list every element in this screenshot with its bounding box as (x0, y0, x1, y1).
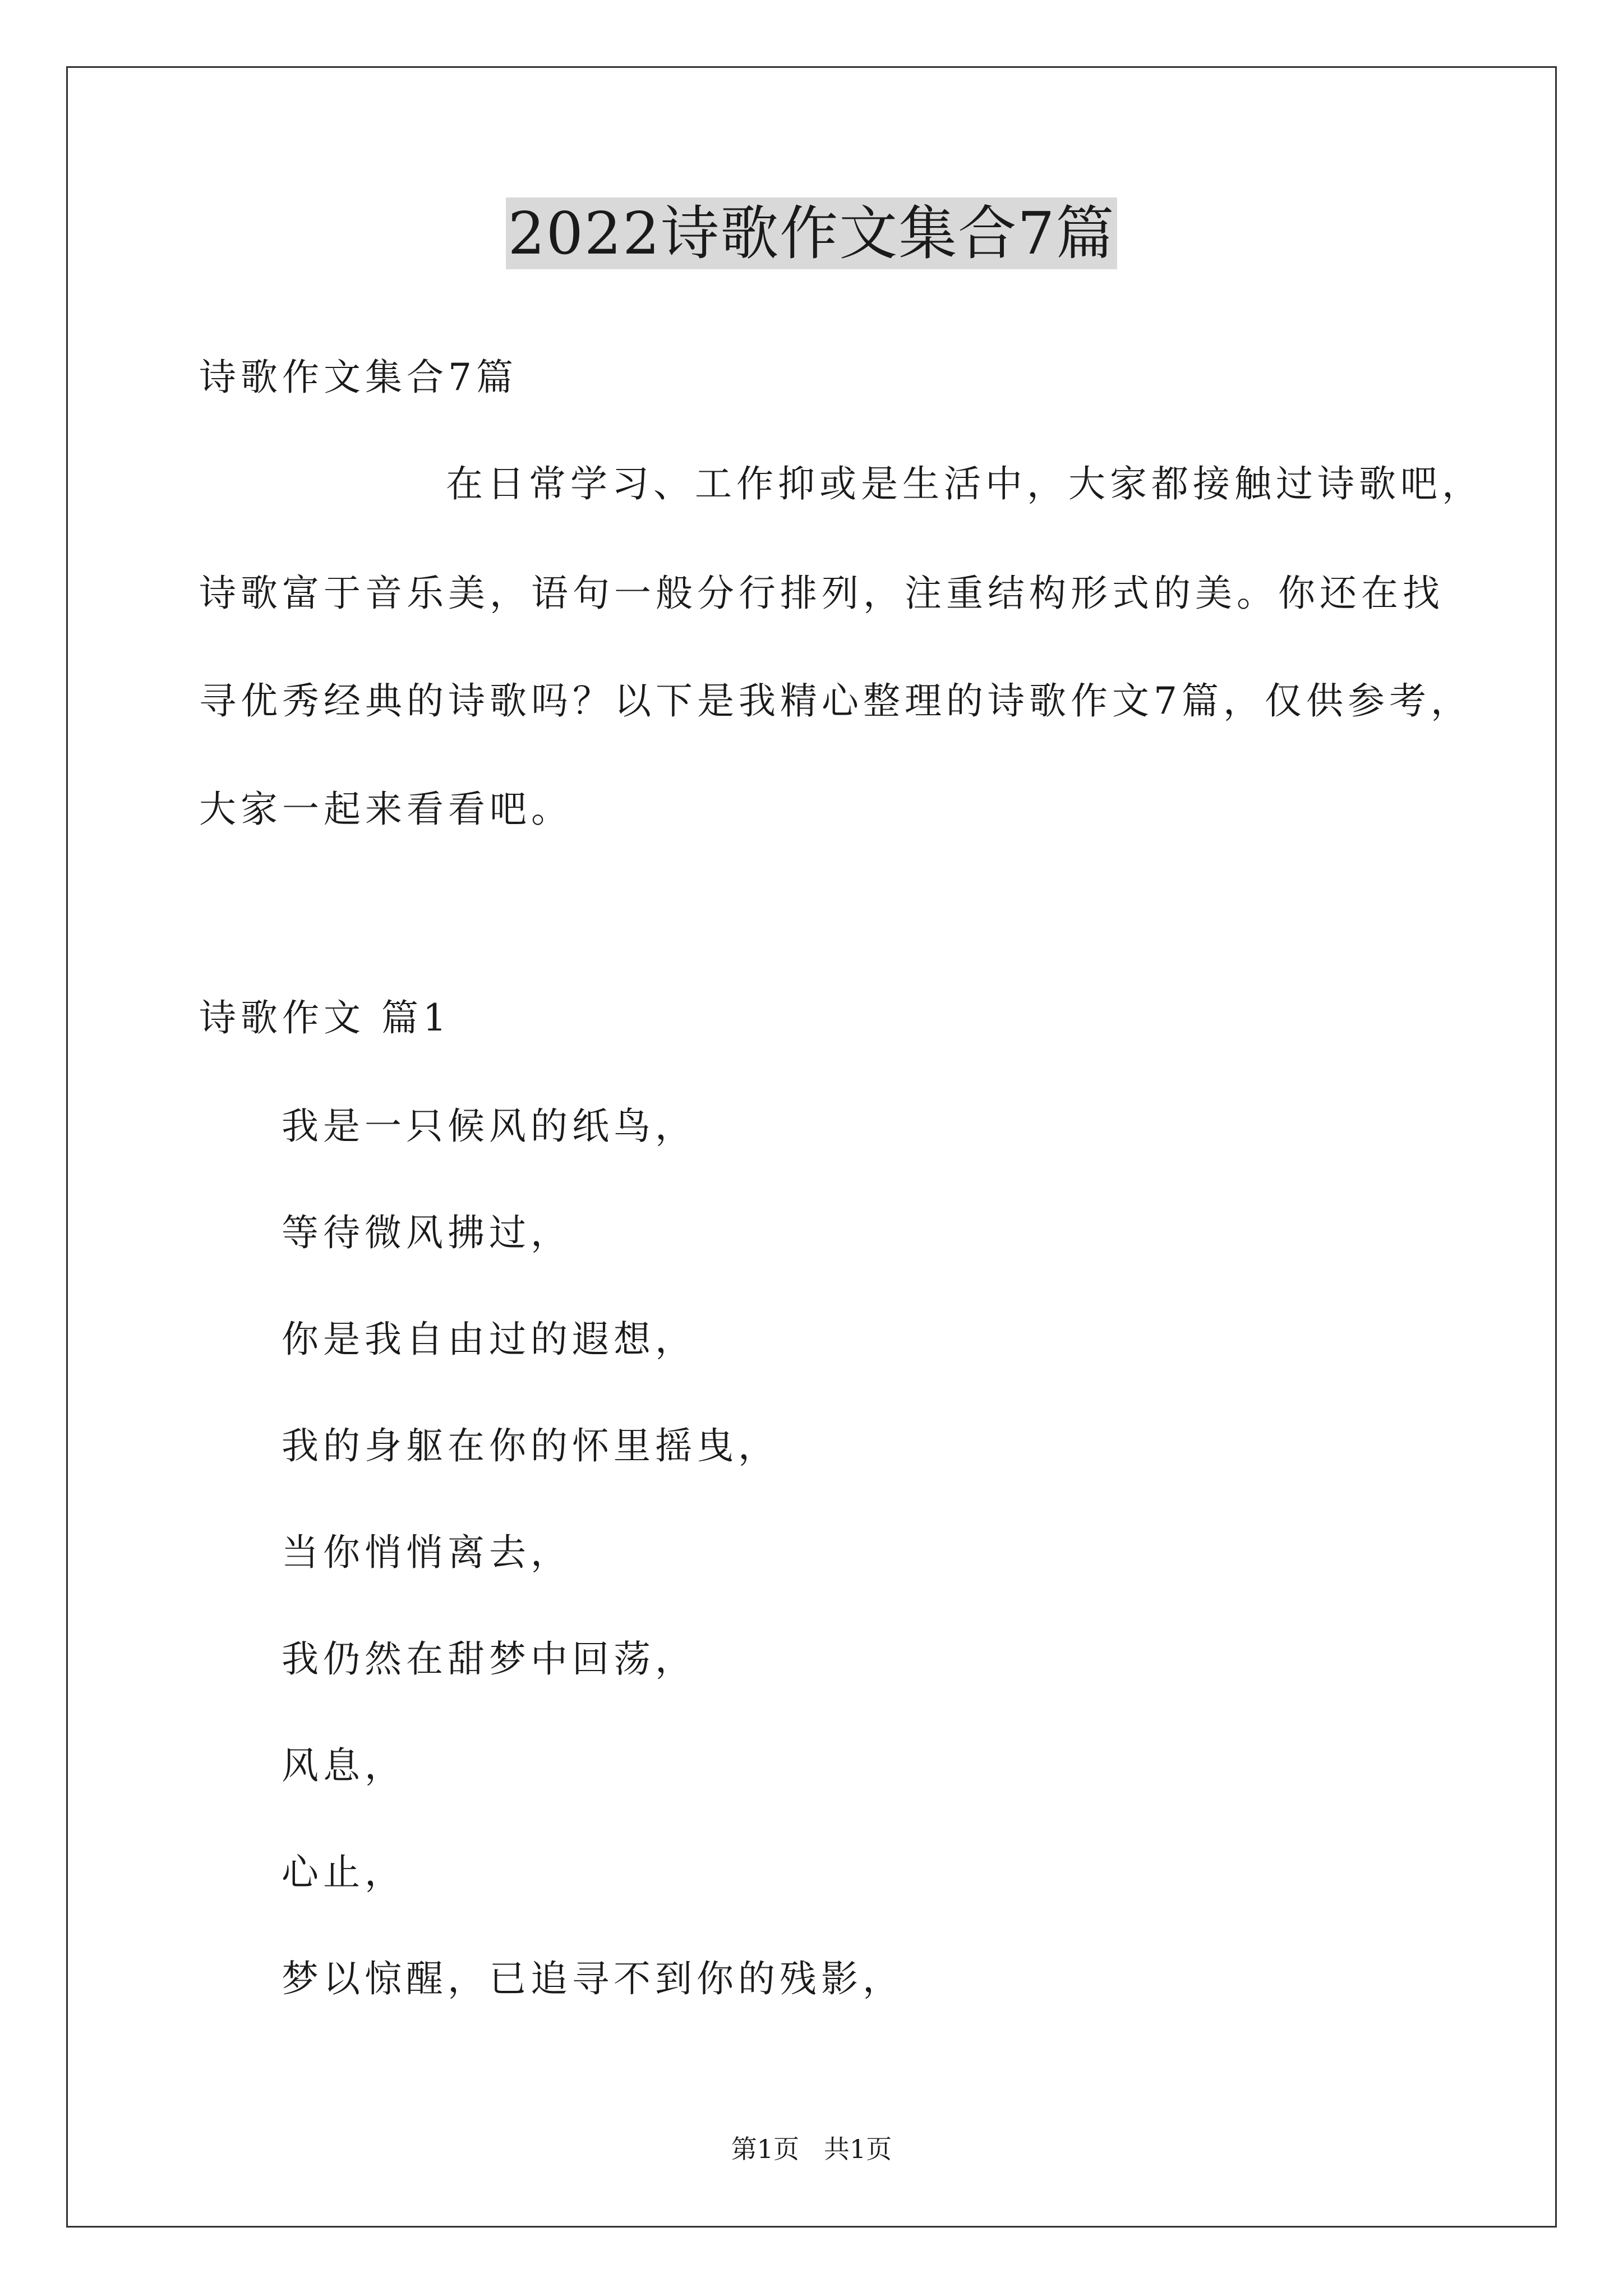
intro-line: 寻优秀经典的诗歌吗？以下是我精心整理的诗歌作文7篇，仅供参考， (199, 679, 1472, 723)
poem-line: 梦以惊醒，已追寻不到你的残影， (282, 1957, 904, 2000)
intro-line: 诗歌富于音乐美，语句一般分行排列，注重结构形式的美。你还在找 (199, 572, 1444, 615)
poem-line: 等待微风拂过， (282, 1211, 572, 1254)
section-heading: 诗歌作文 篇1 (199, 996, 451, 1039)
poem-line: 风息， (282, 1744, 406, 1787)
intro-line: 大家一起来看看吧。 (199, 788, 573, 831)
poem-line: 你是我自由过的遐想， (282, 1318, 697, 1361)
poem-line: 我的身躯在你的怀里摇曳， (282, 1424, 780, 1467)
poem-line: 当你悄悄离去， (282, 1531, 572, 1574)
document-title-wrap (0, 197, 1623, 269)
page-footer: 第1页 共1页 (731, 2134, 892, 2164)
poem-line: 心止， (282, 1851, 406, 1894)
document-subtitle: 诗歌作文集合7篇 (199, 356, 518, 399)
intro-line: 在日常学习、工作抑或是生活中，大家都接触过诗歌吧， (446, 462, 1483, 505)
document-title: 2022诗歌作文集合7篇 (506, 197, 1118, 269)
poem-line: 我仍然在甜梦中回荡， (282, 1637, 697, 1681)
poem-line: 我是一只候风的纸鸟， (282, 1105, 697, 1148)
